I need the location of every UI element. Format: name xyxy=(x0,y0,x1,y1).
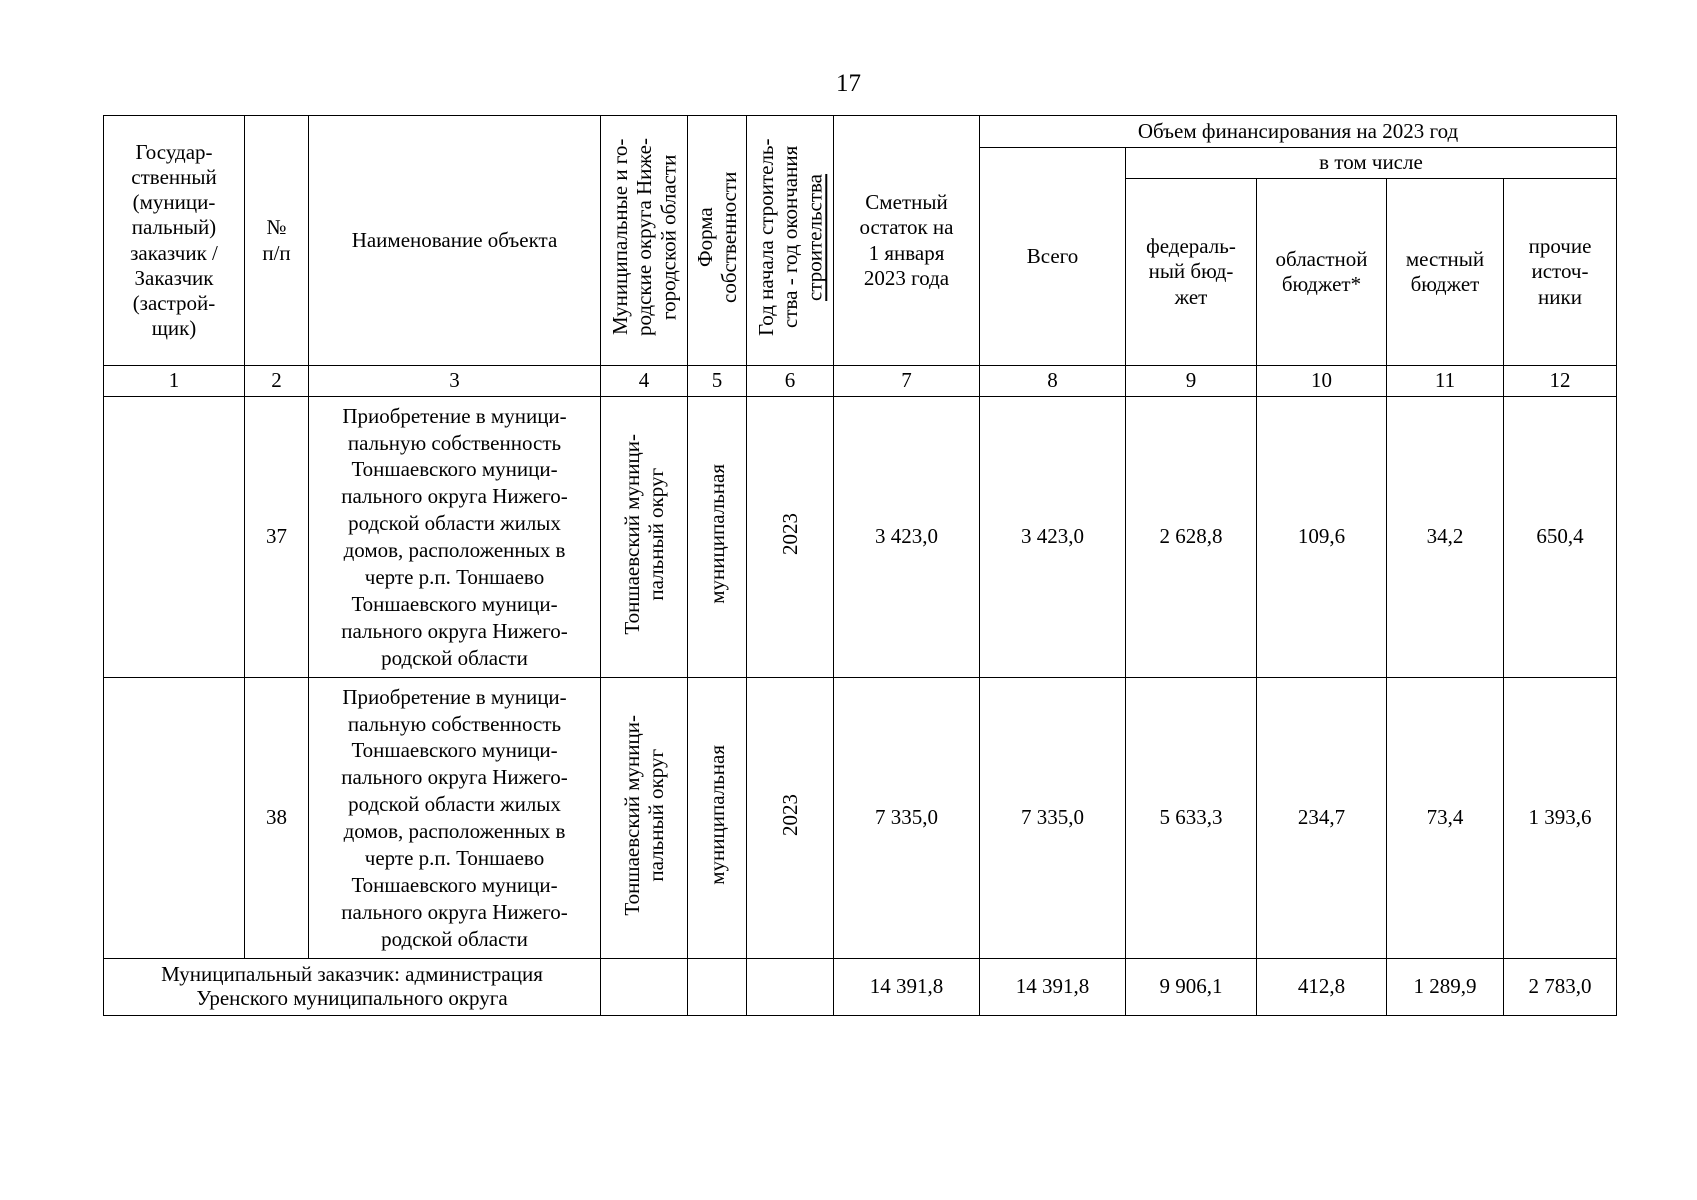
row-customer xyxy=(104,678,245,959)
header-financing-group: Объем финансирования на 2023 год xyxy=(980,116,1617,148)
row-local: 34,2 xyxy=(1387,397,1504,678)
column-number: 4 xyxy=(601,366,688,397)
row-regional: 234,7 xyxy=(1257,678,1387,959)
total-estimated-balance: 14 391,8 xyxy=(834,959,980,1016)
total-regional: 412,8 xyxy=(1257,959,1387,1016)
header-ownership-text: Форма собственности xyxy=(692,171,741,304)
column-number: 12 xyxy=(1504,366,1617,397)
row-ownership-text: муниципальная xyxy=(704,745,729,885)
row-years xyxy=(747,397,834,678)
row-total: 3 423,0 xyxy=(980,397,1126,678)
column-number: 2 xyxy=(245,366,309,397)
row-local: 73,4 xyxy=(1387,678,1504,959)
header-total: Всего xyxy=(980,148,1126,366)
column-number: 6 xyxy=(747,366,834,397)
header-years-line1: Год начала строитель- xyxy=(753,138,778,337)
column-number: 7 xyxy=(834,366,980,397)
header-years-text xyxy=(754,118,826,356)
header-object-name: Наименование объекта xyxy=(309,116,601,366)
row-municipality-text: Тоншаевский муници- пальный округ xyxy=(619,433,668,635)
column-number: 10 xyxy=(1257,366,1387,397)
row-customer xyxy=(104,397,245,678)
header-municipality xyxy=(601,116,688,366)
header-years xyxy=(747,116,834,366)
row-ownership xyxy=(688,678,747,959)
row-ownership xyxy=(688,397,747,678)
header-ownership xyxy=(688,116,747,366)
total-local: 1 289,9 xyxy=(1387,959,1504,1016)
row-municipality xyxy=(601,678,688,959)
total-label: Муниципальный заказчик: администрация Уренского муниципального округа xyxy=(104,959,601,1016)
row-municipality-text: Тоншаевский муници- пальный округ xyxy=(619,714,668,916)
row-federal: 2 628,8 xyxy=(1126,397,1257,678)
header-municipality-text: Муниципальные и го- родские округа Ниже- городской области xyxy=(607,138,681,337)
header-customer: Государ- ственный (муници- пальный) заказчик / Заказчик (застрой- щик) xyxy=(104,116,245,366)
header-regional: областной бюджет* xyxy=(1257,179,1387,366)
total-ownership xyxy=(688,959,747,1016)
page-number: 17 xyxy=(836,70,861,97)
column-number: 3 xyxy=(309,366,601,397)
row-regional: 109,6 xyxy=(1257,397,1387,678)
row-municipality xyxy=(601,397,688,678)
row-estimated-balance: 3 423,0 xyxy=(834,397,980,678)
header-num: № п/п xyxy=(245,116,309,366)
row-total: 7 335,0 xyxy=(980,678,1126,959)
header-estimated-balance: Сметный остаток на 1 января 2023 года xyxy=(834,116,980,366)
table-row xyxy=(104,678,1617,959)
column-number: 9 xyxy=(1126,366,1257,397)
row-num: 38 xyxy=(245,678,309,959)
column-number: 8 xyxy=(980,366,1126,397)
row-ownership-text: муниципальная xyxy=(704,464,729,604)
row-estimated-balance: 7 335,0 xyxy=(834,678,980,959)
header-years-line2: ства - год окончания xyxy=(777,146,802,329)
row-num: 37 xyxy=(245,397,309,678)
row-other: 1 393,6 xyxy=(1504,678,1617,959)
column-number: 5 xyxy=(688,366,747,397)
row-federal: 5 633,3 xyxy=(1126,678,1257,959)
header-federal: федераль- ный бюд- жет xyxy=(1126,179,1257,366)
header-other: прочие источ- ники xyxy=(1504,179,1617,366)
row-years-text: 2023 xyxy=(777,793,802,836)
total-federal: 9 906,1 xyxy=(1126,959,1257,1016)
total-other: 2 783,0 xyxy=(1504,959,1617,1016)
header-including: в том числе xyxy=(1126,148,1617,179)
row-other: 650,4 xyxy=(1504,397,1617,678)
row-object-name: Приобретение в муници- пальную собственность Тоншаевского муници- пального округа Нижего- родской области жилых домов, расположенных в черте р.п. Тоншаево Тоншаевского муници- пального округа Нижего- родской области xyxy=(309,678,601,959)
row-years xyxy=(747,678,834,959)
column-number: 1 xyxy=(104,366,245,397)
total-municipality xyxy=(601,959,688,1016)
header-years-line3: строительства xyxy=(802,173,827,301)
row-years-text: 2023 xyxy=(777,512,802,555)
table-row xyxy=(104,397,1617,678)
row-object-name: Приобретение в муници- пальную собственность Тоншаевского муници- пального округа Нижего- родской области жилых домов, расположенных в черте р.п. Тоншаево Тоншаевского муници- пального округа Нижего- родской области xyxy=(309,397,601,678)
total-row xyxy=(104,959,1617,1016)
financing-table xyxy=(103,115,1617,1016)
column-numbers-row xyxy=(104,366,1617,397)
total-years xyxy=(747,959,834,1016)
total-total: 14 391,8 xyxy=(980,959,1126,1016)
column-number: 11 xyxy=(1387,366,1504,397)
header-local: местный бюджет xyxy=(1387,179,1504,366)
